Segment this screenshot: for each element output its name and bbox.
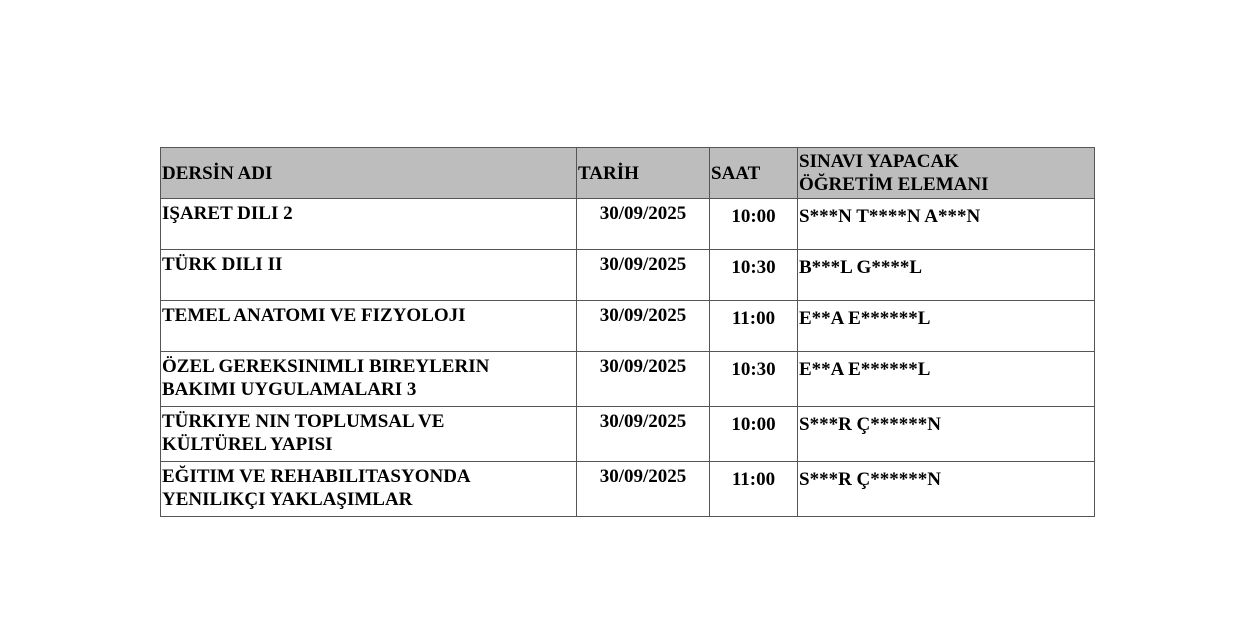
examiner-cell: S***R Ç******N	[798, 407, 1095, 462]
course-name-cell	[161, 301, 577, 352]
examiner-cell: E**A E******L	[798, 352, 1095, 407]
date-cell: 30/09/2025	[577, 301, 710, 352]
course-name-line2: BAKIMI UYGULAMALARI 3	[162, 379, 417, 400]
table-row	[161, 301, 1095, 352]
table-row	[161, 250, 1095, 301]
course-name-line1: TÜRK DILI II	[162, 254, 283, 275]
course-name-line1: IŞARET DILI 2	[162, 203, 293, 224]
examiner-cell: E**A E******L	[798, 301, 1095, 352]
header-date: TARİH	[577, 148, 710, 199]
time-cell: 10:00	[710, 407, 798, 462]
course-name-line2: YENILIKÇI YAKLAŞIMLAR	[162, 489, 413, 510]
time-cell: 10:30	[710, 250, 798, 301]
time-cell: 10:00	[710, 199, 798, 250]
examiner-cell: S***R Ç******N	[798, 462, 1095, 517]
course-name-line1: EĞITIM VE REHABILITASYONDA	[162, 466, 471, 487]
table-row	[161, 199, 1095, 250]
table-row	[161, 462, 1095, 517]
date-cell: 30/09/2025	[577, 462, 710, 517]
header-course-name: DERSİN ADI	[161, 148, 577, 199]
exam-schedule-table	[160, 147, 1095, 517]
examiner-cell: B***L G****L	[798, 250, 1095, 301]
course-name-cell	[161, 462, 577, 517]
time-cell: 11:00	[710, 301, 798, 352]
table-row	[161, 352, 1095, 407]
course-name-cell	[161, 199, 577, 250]
table-header-row	[161, 148, 1095, 199]
header-examiner-line1: SINAVI YAPACAK	[799, 151, 959, 172]
date-cell: 30/09/2025	[577, 352, 710, 407]
time-cell: 10:30	[710, 352, 798, 407]
date-cell: 30/09/2025	[577, 199, 710, 250]
course-name-line1: TEMEL ANATOMI VE FIZYOLOJI	[162, 305, 466, 326]
course-name-line1: ÖZEL GEREKSINIMLI BIREYLERIN	[162, 356, 490, 377]
header-time: SAAT	[710, 148, 798, 199]
date-cell: 30/09/2025	[577, 250, 710, 301]
course-name-cell	[161, 407, 577, 462]
course-name-cell	[161, 352, 577, 407]
course-name-cell	[161, 250, 577, 301]
examiner-cell: S***N T****N A***N	[798, 199, 1095, 250]
header-examiner	[798, 148, 1095, 199]
table-row	[161, 407, 1095, 462]
time-cell: 11:00	[710, 462, 798, 517]
course-name-line1: TÜRKIYE NIN TOPLUMSAL VE	[162, 411, 445, 432]
date-cell: 30/09/2025	[577, 407, 710, 462]
course-name-line2: KÜLTÜREL YAPISI	[162, 434, 333, 455]
header-examiner-line2: ÖĞRETİM ELEMANI	[799, 174, 989, 195]
